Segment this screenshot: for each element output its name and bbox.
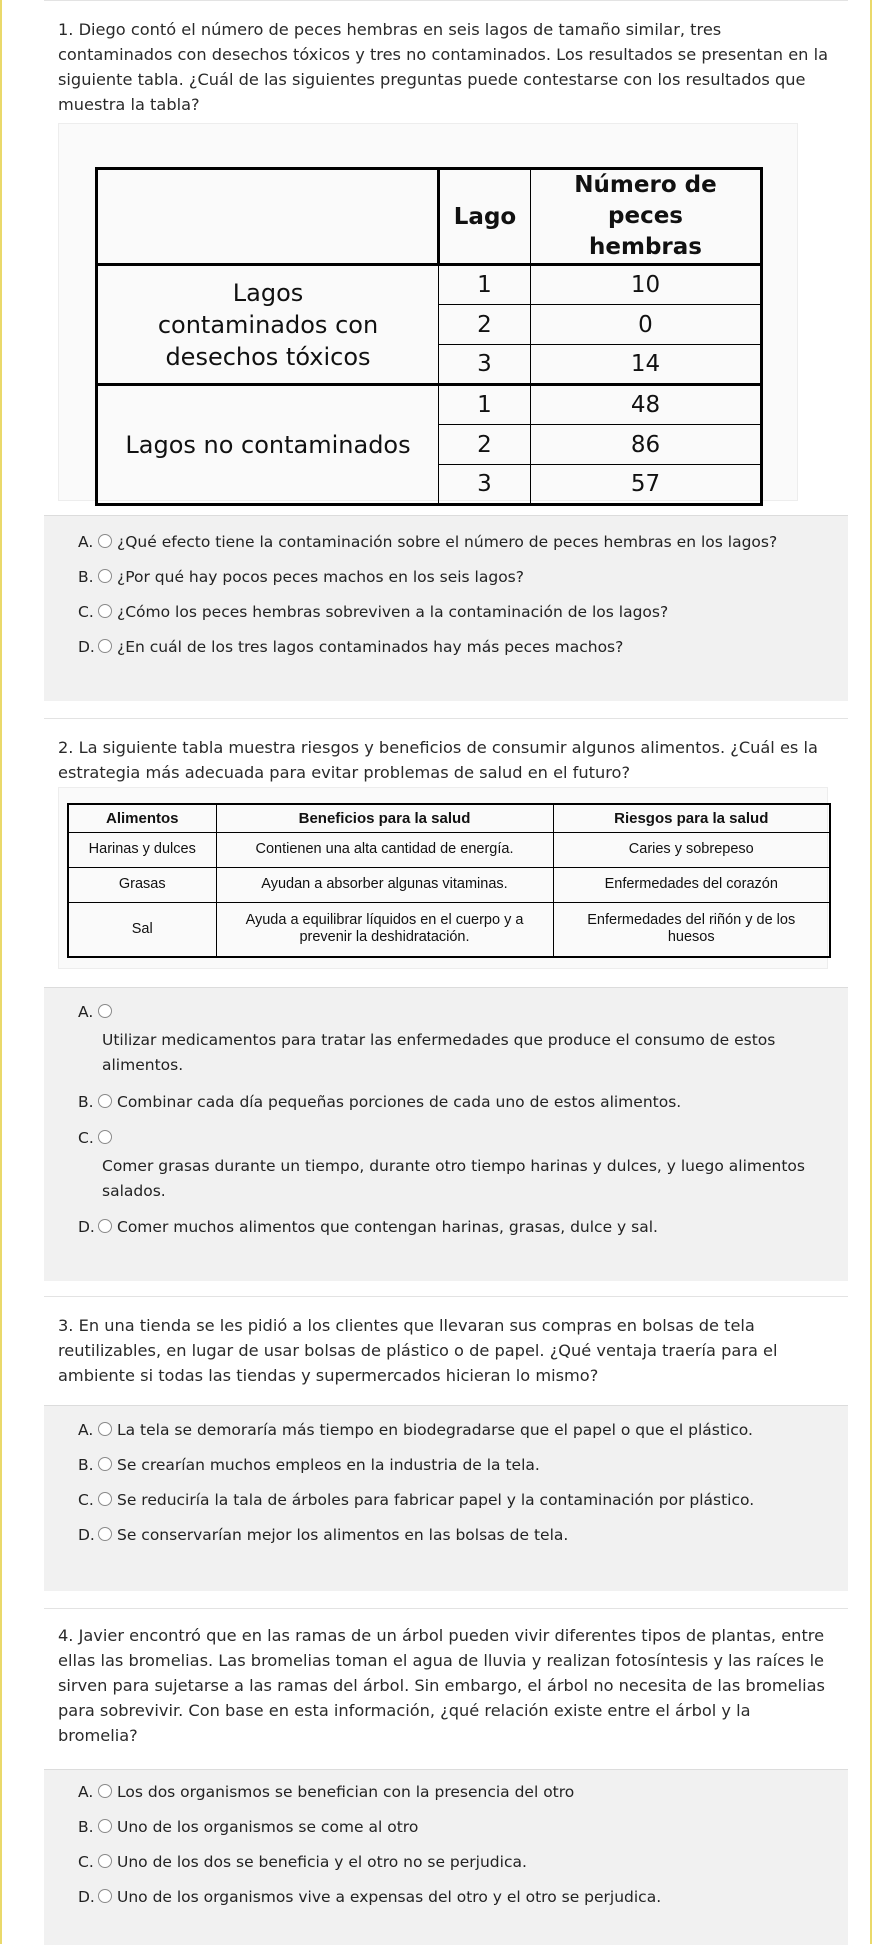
question-2-figure bbox=[58, 787, 828, 969]
option-4c[interactable]: C. Uno de los dos se beneficia y el otro no se perjudica. bbox=[78, 1853, 527, 1871]
radio-button[interactable] bbox=[98, 1422, 112, 1436]
option-3a[interactable]: A. La tela se demoraría más tiempo en biodegradarse que el papel o que el plástico. bbox=[78, 1421, 753, 1439]
fish-table-header-numero: Número de peces hembras bbox=[531, 169, 762, 265]
question-2-text: 2. La siguiente tabla muestra riesgos y beneficios de consumir algunos alimentos. ¿Cuál es la estrategia más adecuada para evitar problemas de salud en el futuro? bbox=[58, 738, 818, 782]
option-4a[interactable]: A. Los dos organismos se benefician con la presencia del otro bbox=[78, 1783, 575, 1801]
option-2b[interactable]: B. Combinar cada día pequeñas porciones de cada uno de estos alimentos. bbox=[78, 1093, 682, 1111]
radio-button[interactable] bbox=[98, 1130, 112, 1144]
food-table-cell: Enfermedades del riñón y de los huesos bbox=[553, 902, 830, 957]
food-table-cell: Grasas bbox=[68, 867, 216, 902]
fish-table-cell: 14 bbox=[531, 345, 762, 385]
fish-table-cell: 86 bbox=[531, 425, 762, 465]
food-table-cell: Contienen una alta cantidad de energía. bbox=[216, 832, 553, 867]
question-2-options bbox=[44, 987, 848, 1281]
radio-button[interactable] bbox=[98, 569, 112, 583]
option-3c[interactable]: C. Se reduciría la tala de árboles para fabricar papel y la contaminación por plástico. bbox=[78, 1491, 755, 1509]
option-3b[interactable]: B. Se crearían muchos empleos en la industria de la tela. bbox=[78, 1456, 540, 1474]
question-4 bbox=[44, 1608, 848, 1944]
fish-table-header-lago: Lago bbox=[439, 169, 531, 265]
radio-button[interactable] bbox=[98, 1457, 112, 1471]
fish-table-corner bbox=[97, 169, 439, 265]
option-3d[interactable]: D. Se conservarían mejor los alimentos en las bolsas de tela. bbox=[78, 1526, 569, 1544]
radio-button[interactable] bbox=[98, 534, 112, 548]
food-table-header: Riesgos para la salud bbox=[553, 804, 830, 832]
fish-table-cell: 2 bbox=[439, 305, 531, 345]
fish-table-cell: 1 bbox=[439, 385, 531, 425]
question-1 bbox=[44, 0, 848, 700]
option-4d[interactable]: D. Uno de los organismos vive a expensas del otro y el otro se perjudica. bbox=[78, 1888, 662, 1906]
option-2c[interactable]: C. bbox=[78, 1126, 117, 1151]
radio-button[interactable] bbox=[98, 1889, 112, 1903]
option-2c-text: Comer grasas durante un tiempo, durante otro tiempo harinas y dulces, y luego alimentos salados. bbox=[102, 1157, 805, 1200]
question-3 bbox=[44, 1296, 848, 1590]
option-2a[interactable]: A. bbox=[78, 1000, 117, 1025]
radio-button[interactable] bbox=[98, 1094, 112, 1108]
fish-table-group-contaminados: Lagos contaminados con desechos tóxicos bbox=[97, 265, 439, 385]
food-table bbox=[67, 803, 831, 958]
radio-button[interactable] bbox=[98, 1784, 112, 1798]
fish-table-cell: 0 bbox=[531, 305, 762, 345]
fish-table-cell: 3 bbox=[439, 465, 531, 505]
fish-table-cell: 2 bbox=[439, 425, 531, 465]
option-2d[interactable]: D. Comer muchos alimentos que contengan harinas, grasas, dulce y sal. bbox=[78, 1218, 658, 1236]
option-2a-text: Utilizar medicamentos para tratar las enfermedades que produce el consumo de estos alimentos. bbox=[102, 1031, 776, 1074]
food-table-cell: Enfermedades del corazón bbox=[553, 867, 830, 902]
food-table-cell: Sal bbox=[68, 902, 216, 957]
option-1d[interactable]: D. ¿En cuál de los tres lagos contaminados hay más peces machos? bbox=[78, 638, 624, 656]
fish-table-cell: 3 bbox=[439, 345, 531, 385]
fish-table-cell: 57 bbox=[531, 465, 762, 505]
radio-button[interactable] bbox=[98, 1819, 112, 1833]
fish-table-cell: 10 bbox=[531, 265, 762, 305]
food-table-cell: Harinas y dulces bbox=[68, 832, 216, 867]
question-4-options bbox=[44, 1769, 848, 1945]
food-table-header: Beneficios para la salud bbox=[216, 804, 553, 832]
radio-button[interactable] bbox=[98, 639, 112, 653]
radio-button[interactable] bbox=[98, 1527, 112, 1541]
radio-button[interactable] bbox=[98, 1854, 112, 1868]
food-table-cell: Ayudan a absorber algunas vitaminas. bbox=[216, 867, 553, 902]
food-table-cell: Caries y sobrepeso bbox=[553, 832, 830, 867]
radio-button[interactable] bbox=[98, 1219, 112, 1233]
radio-button[interactable] bbox=[98, 1004, 112, 1018]
question-1-text: 1. Diego contó el número de peces hembras en seis lagos de tamaño similar, tres contaminados con desechos tóxicos y tres no contaminados. Los resultados se presentan en la siguiente tabla. ¿Cuál de las siguientes preguntas puede contestarse con los resultados que muestra la tabla? bbox=[58, 20, 828, 114]
food-table-cell: Ayuda a equilibrar líquidos en el cuerpo y a prevenir la deshidratación. bbox=[216, 902, 553, 957]
question-1-figure bbox=[58, 123, 798, 501]
fish-table-cell: 48 bbox=[531, 385, 762, 425]
fish-table-cell: 1 bbox=[439, 265, 531, 305]
option-1c[interactable]: C. ¿Cómo los peces hembras sobreviven a la contaminación de los lagos? bbox=[78, 603, 669, 621]
question-1-options bbox=[44, 515, 848, 701]
question-2 bbox=[44, 718, 848, 1280]
radio-button[interactable] bbox=[98, 604, 112, 618]
option-4b[interactable]: B. Uno de los organismos se come al otro bbox=[78, 1818, 419, 1836]
fish-table bbox=[95, 167, 763, 506]
fish-table-group-no-contaminados: Lagos no contaminados bbox=[97, 385, 439, 505]
radio-button[interactable] bbox=[98, 1492, 112, 1506]
option-1b[interactable]: B. ¿Por qué hay pocos peces machos en los seis lagos? bbox=[78, 568, 524, 586]
question-3-options bbox=[44, 1405, 848, 1591]
option-1a[interactable]: A. ¿Qué efecto tiene la contaminación sobre el número de peces hembras en los lagos? bbox=[78, 533, 778, 551]
question-4-text: 4. Javier encontró que en las ramas de un árbol pueden vivir diferentes tipos de plantas, entre ellas las bromelias. Las bromelias toman el agua de lluvia y realizan fotosíntesis y las raíces le sirven para sujetarse a las ramas del árbol. Sin embargo, el árbol no necesita de las bromelias para sobrevivir. Con base en esta información, ¿qué relación existe entre el árbol y la bromelia? bbox=[58, 1626, 825, 1745]
question-3-text: 3. En una tienda se les pidió a los clientes que llevaran sus compras en bolsas de tela reutilizables, en lugar de usar bolsas de plástico o de papel. ¿Qué ventaja traería para el ambiente si todas las tiendas y supermercados hicieran lo mismo? bbox=[58, 1316, 778, 1385]
food-table-header: Alimentos bbox=[68, 804, 216, 832]
